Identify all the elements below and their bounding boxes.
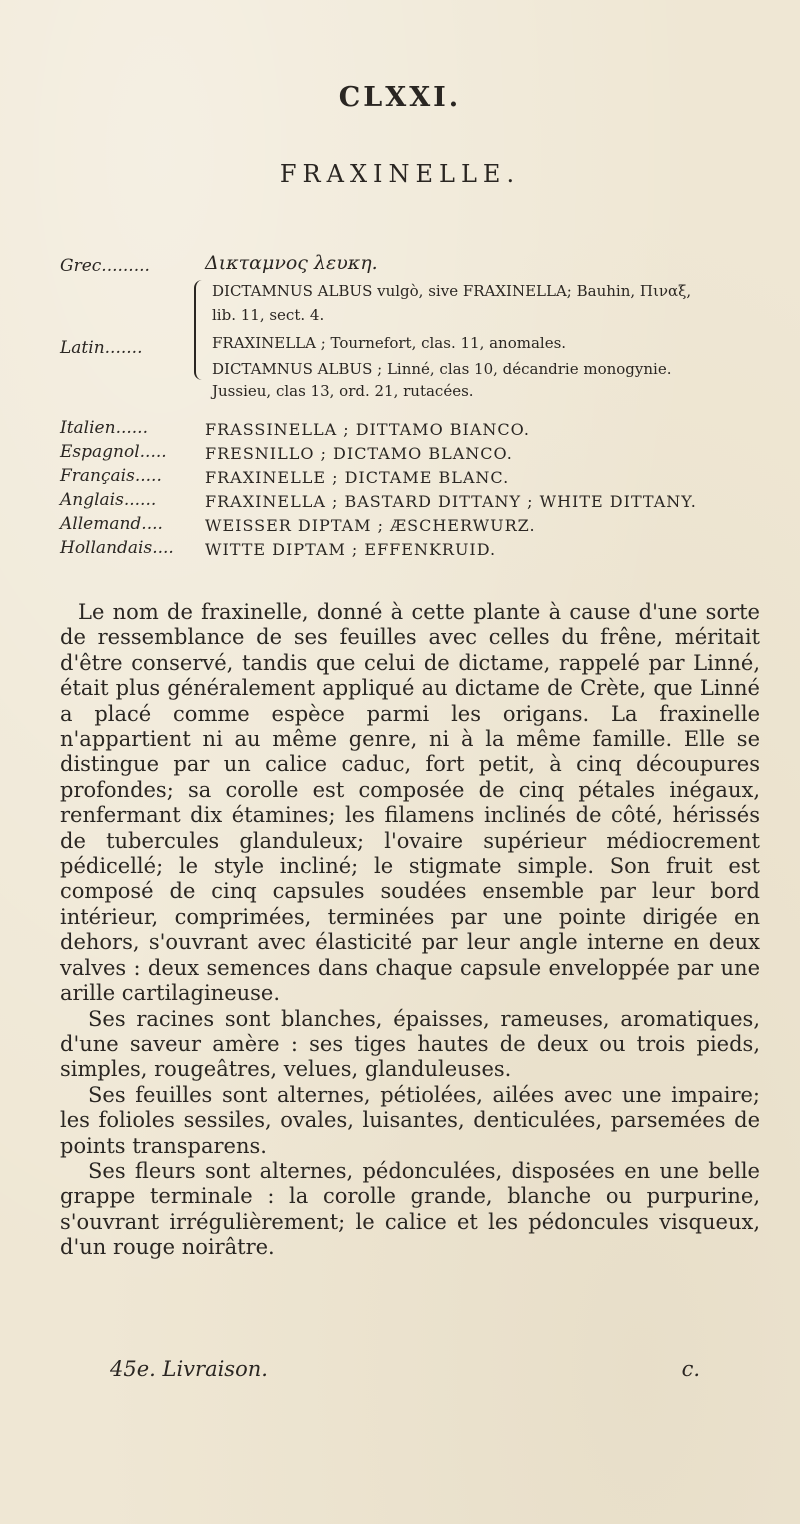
paragraph: Ses fleurs sont alternes, pédonculées, disposées en une belle grappe terminale : la corolle grande, blanche ou purpurine, s'ouvrant irrégulièrement; le calice et les pédoncules visqueux, d'un rouge noirâtre. [60, 1158, 760, 1260]
page-number: CLXXI. [338, 82, 462, 113]
entry-italien: FRASSINELLA ; DITTAMO BIANCO. [205, 420, 530, 439]
lang-label-espagnol: Espagnol..... [60, 442, 167, 462]
page-title: FRAXINELLE. [279, 160, 521, 188]
entry-francais: FRAXINELLE ; DICTAME BLANC. [205, 468, 510, 487]
entry-allemand: WEISSER DIPTAM ; ÆSCHERWURZ. [205, 516, 536, 535]
lang-label-grec: Grec......... [60, 256, 150, 276]
latin-line: Jussieu, clas 13, ord. 21, rutacées. [212, 382, 474, 400]
lang-label-italien: Italien...... [60, 418, 148, 438]
lang-label-hollandais: Hollandais.... [60, 538, 174, 558]
body-text [60, 600, 760, 1261]
latin-line: FRAXINELLA ; Tournefort, clas. 11, anomales. [212, 334, 567, 352]
paragraph: Ses racines sont blanches, épaisses, rameuses, aromatiques, d'une saveur amère : ses tiges hautes de deux ou trois pieds, simples, rougeâtres, velues, glanduleuses. [60, 1006, 760, 1082]
latin-line: DICTAMNUS ALBUS vulgò, sive FRAXINELLA; Bauhin, Πιναξ, [212, 282, 692, 300]
footer [110, 1357, 700, 1381]
entry-anglais: FRAXINELLA ; BASTARD DITTANY ; WHITE DITTANY. [205, 492, 697, 511]
lang-label-latin: Latin....... [60, 338, 143, 358]
entry-grec: Δικταμνος λευκη. [205, 252, 378, 274]
paragraph: Le nom de fraxinelle, donné à cette plante à cause d'une sorte de ressemblance de ses feuilles avec celles du frêne, méritait d'être conservé, tandis que celui de dictame, rappelé par Linné, était plus généralement appliqué au dictame de Crète, que Linné a placé comme espèce parmi les origans. La fraxinelle n'appartient ni au même genre, ni à la même famille. Elle se distingue par un calice caduc, fort petit, à cinq découpures profondes; sa corolle est composée de cinq pétales inégaux, renfermant dix étamines; les filamens inclinés de côté, hérissés de tubercules glanduleux; l'ovaire supérieur médiocrement pédicellé; le style incliné; le stigmate simple. Son fruit est composé de cinq capsules soudées ensemble par leur bord intérieur, comprimées, terminées par une pointe dirigée en dehors, s'ouvrant avec élasticité par leur angle interne en deux valves : deux semences dans chaque capsule enveloppée par une arille cartilagineuse. [60, 600, 760, 1006]
latin-line: lib. 11, sect. 4. [212, 306, 325, 324]
lang-label-allemand: Allemand.... [60, 514, 163, 534]
entry-hollandais: WITTE DIPTAM ; EFFENKRUID. [205, 540, 497, 559]
lang-label-francais: Français..... [60, 466, 162, 486]
paragraph: Ses feuilles sont alternes, pétiolées, ailées avec une impaire; les folioles sessiles, ovales, luisantes, denticulées, parsemées de points transparens. [60, 1082, 760, 1158]
livraison-mark: 45e. Livraison. [110, 1357, 268, 1381]
lang-label-anglais: Anglais...... [60, 490, 157, 510]
entry-espagnol: FRESNILLO ; DICTAMO BLANCO. [205, 444, 513, 463]
brace [194, 280, 206, 380]
latin-line: DICTAMNUS ALBUS ; Linné, clas 10, décandrie monogynie. [212, 360, 672, 378]
signature-mark: c. [681, 1357, 700, 1381]
